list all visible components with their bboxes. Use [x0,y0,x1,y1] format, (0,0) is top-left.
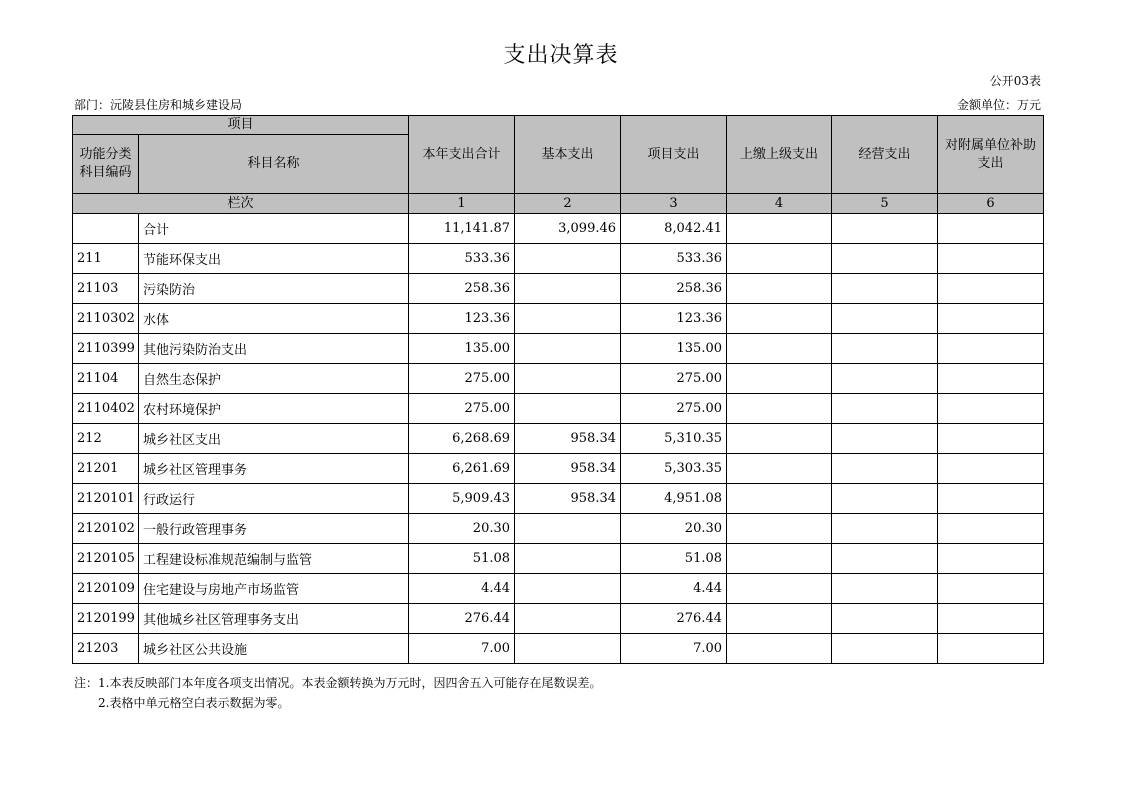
row-subsidy [938,574,1044,604]
row-code: 2120109 [73,574,139,604]
row-code: 2110399 [73,334,139,364]
header-project-expense: 项目支出 [621,116,727,194]
row-business [832,454,938,484]
row-code: 2110302 [73,304,139,334]
row-code: 2120105 [73,544,139,574]
row-project: 8,042.41 [621,214,727,244]
header-upper-remit: 上缴上级支出 [727,116,832,194]
header-project: 项目 [73,116,409,135]
row-code: 2110402 [73,394,139,424]
row-code: 212 [73,424,139,454]
column-number: 4 [727,194,832,214]
row-upper [727,244,832,274]
row-basic [515,394,621,424]
table-row [73,514,1044,544]
row-code: 21103 [73,274,139,304]
row-basic [515,604,621,634]
row-business [832,364,938,394]
row-business [832,484,938,514]
column-number: 1 [409,194,515,214]
row-basic [515,274,621,304]
table-row [73,364,1044,394]
row-code: 21201 [73,454,139,484]
row-upper [727,604,832,634]
row-business [832,274,938,304]
row-code: 2120101 [73,484,139,514]
row-business [832,244,938,274]
row-subsidy [938,454,1044,484]
row-subsidy [938,244,1044,274]
row-business [832,424,938,454]
table-row [73,604,1044,634]
row-code [73,214,139,244]
row-project: 5,310.35 [621,424,727,454]
row-basic [515,244,621,274]
row-business [832,634,938,664]
row-name: 城乡社区支出 [139,424,409,454]
row-project: 258.36 [621,274,727,304]
row-subsidy [938,634,1044,664]
column-number: 3 [621,194,727,214]
table-row [73,484,1044,514]
table-row [73,334,1044,364]
row-subsidy [938,514,1044,544]
row-code: 2120102 [73,514,139,544]
row-basic: 958.34 [515,424,621,454]
row-name: 污染防治 [139,274,409,304]
row-name: 工程建设标准规范编制与监管 [139,544,409,574]
row-subsidy [938,274,1044,304]
row-upper [727,484,832,514]
row-name: 一般行政管理事务 [139,514,409,544]
row-project: 20.30 [621,514,727,544]
row-total: 258.36 [409,274,515,304]
page-title: 支出决算表 [503,43,619,68]
row-upper [727,364,832,394]
row-total: 6,261.69 [409,454,515,484]
row-project: 7.00 [621,634,727,664]
row-upper [727,274,832,304]
row-total: 11,141.87 [409,214,515,244]
row-total: 275.00 [409,394,515,424]
row-business [832,604,938,634]
row-total: 275.00 [409,364,515,394]
row-business [832,214,938,244]
table-row [73,454,1044,484]
row-project: 533.36 [621,244,727,274]
amount-unit-label: 金额单位：万元 [956,98,1041,112]
row-basic [515,634,621,664]
footnote-2: 2.表格中单元格空白表示数据为零。 [98,696,290,710]
row-business [832,334,938,364]
row-total: 51.08 [409,544,515,574]
row-project: 4.44 [621,574,727,604]
row-subsidy [938,424,1044,454]
row-upper [727,514,832,544]
row-total: 6,268.69 [409,424,515,454]
table-row [73,574,1044,604]
table-row [73,394,1044,424]
row-business [832,574,938,604]
row-business [832,514,938,544]
row-upper [727,214,832,244]
row-subsidy [938,364,1044,394]
row-project: 123.36 [621,304,727,334]
row-upper [727,334,832,364]
row-upper [727,454,832,484]
row-project: 51.08 [621,544,727,574]
table-row [73,214,1044,244]
row-name: 住宅建设与房地产市场监管 [139,574,409,604]
row-name: 其他污染防治支出 [139,334,409,364]
row-name: 其他城乡社区管理事务支出 [139,604,409,634]
row-basic [515,334,621,364]
table-row [73,274,1044,304]
department-label: 部门：沅陵县住房和城乡建设局 [74,98,243,112]
row-total: 7.00 [409,634,515,664]
row-project: 5,303.35 [621,454,727,484]
row-business [832,544,938,574]
row-subsidy [938,214,1044,244]
row-basic: 3,099.46 [515,214,621,244]
row-project: 275.00 [621,394,727,424]
row-basic [515,304,621,334]
row-project: 276.44 [621,604,727,634]
row-name: 行政运行 [139,484,409,514]
row-total: 123.36 [409,304,515,334]
row-upper [727,574,832,604]
row-subsidy [938,484,1044,514]
row-upper [727,544,832,574]
header-basic: 基本支出 [515,116,621,194]
row-total: 276.44 [409,604,515,634]
row-total: 135.00 [409,334,515,364]
header-code: 功能分类科目编码 [73,135,139,194]
row-name: 合计 [139,214,409,244]
row-total: 20.30 [409,514,515,544]
form-number: 公开03表 [989,74,1041,88]
row-name: 节能环保支出 [139,244,409,274]
table-row [73,304,1044,334]
row-project: 135.00 [621,334,727,364]
row-basic [515,574,621,604]
row-total: 533.36 [409,244,515,274]
table-row [73,634,1044,664]
row-upper [727,634,832,664]
row-name: 城乡社区管理事务 [139,454,409,484]
header-subsidy: 对附属单位补助支出 [938,116,1044,194]
row-total: 4.44 [409,574,515,604]
row-name: 自然生态保护 [139,364,409,394]
row-total: 5,909.43 [409,484,515,514]
row-name: 城乡社区公共设施 [139,634,409,664]
row-upper [727,304,832,334]
row-basic: 958.34 [515,484,621,514]
column-number: 6 [938,194,1044,214]
row-subsidy [938,334,1044,364]
row-basic: 958.34 [515,454,621,484]
row-name: 农村环境保护 [139,394,409,424]
row-basic [515,544,621,574]
row-upper [727,424,832,454]
row-subsidy [938,304,1044,334]
row-business [832,394,938,424]
column-number: 5 [832,194,938,214]
footnotes [74,673,601,713]
row-subsidy [938,544,1044,574]
header-name: 科目名称 [139,135,409,194]
header-business: 经营支出 [832,116,938,194]
header-total: 本年支出合计 [409,116,515,194]
row-business [832,304,938,334]
row-code: 211 [73,244,139,274]
row-subsidy [938,394,1044,424]
column-number: 2 [515,194,621,214]
footnote-1: 注：1.本表反映部门本年度各项支出情况。本表金额转换为万元时，因四舍五入可能存在尾数误差。 [74,676,602,690]
table-row [73,544,1044,574]
row-name: 水体 [139,304,409,334]
table-row [73,244,1044,274]
row-project: 275.00 [621,364,727,394]
row-basic [515,364,621,394]
row-project: 4,951.08 [621,484,727,514]
row-code: 21203 [73,634,139,664]
row-code: 2120199 [73,604,139,634]
row-basic [515,514,621,544]
header-lanci: 栏次 [73,194,409,214]
row-subsidy [938,604,1044,634]
expenditure-table [72,115,1044,664]
row-upper [727,394,832,424]
row-code: 21104 [73,364,139,394]
table-row [73,424,1044,454]
